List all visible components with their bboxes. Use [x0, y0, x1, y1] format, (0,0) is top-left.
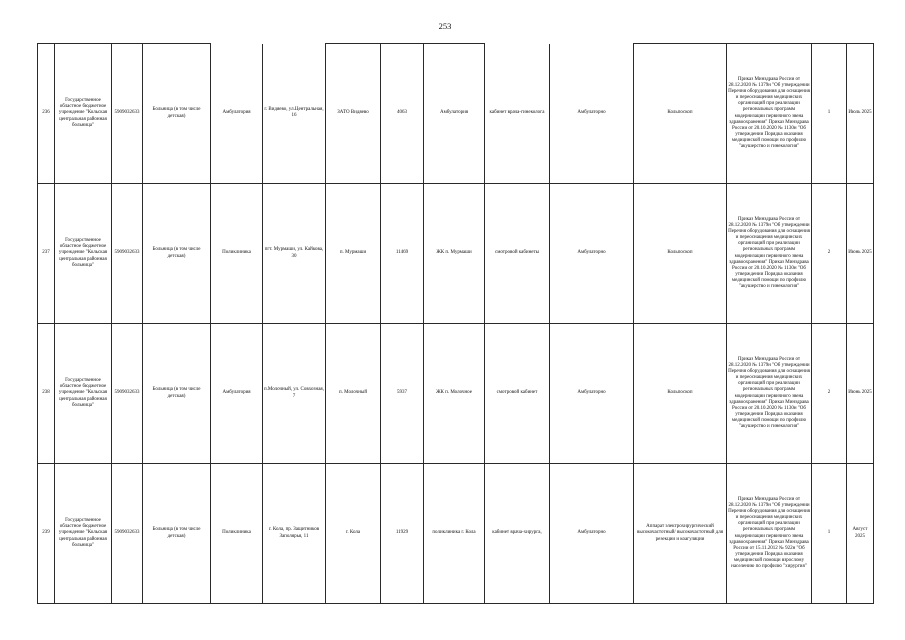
unit-type: Амбулатория: [211, 44, 263, 184]
care-type: Амбулаторно: [550, 464, 634, 604]
address: пгт. Мурмаши, ул. Кайкова, 30: [263, 184, 326, 324]
table-row: [38, 184, 874, 324]
address: г. Видяево, ул.Центральная, 16: [263, 44, 326, 184]
normative-act: Приказ Минздрава России от 28.12.2020 № 1379н "Об утверждении Перечня оборудования для оснащения и переоснащения медицинских организаций при реализации региональных программ модернизации первичного звена здравоохранения" Приказ Минздрава России от 20.10.2020 № 1130н "Об утверждении Порядка оказания медицинской помощи по профилю "акушерство и гинекология": [727, 184, 812, 324]
row-number: 239: [38, 464, 55, 604]
room: смотровой кабинет: [485, 324, 550, 464]
facility-type: Больница (в том числе детская): [143, 184, 211, 324]
table-row: [38, 324, 874, 464]
room: кабинет врача-хирурга,: [485, 464, 550, 604]
row-number: 238: [38, 324, 55, 464]
facility-type: Больница (в том числе детская): [143, 324, 211, 464]
location: Амбулатория: [424, 44, 485, 184]
table-row: [38, 464, 874, 604]
row-number: 237: [38, 184, 55, 324]
unit-type: Амбулатория: [211, 324, 263, 464]
unit-type: Поликлиника: [211, 184, 263, 324]
municipality: п. Молочный: [326, 324, 381, 464]
unit-type: Поликлиника: [211, 464, 263, 604]
equipment-name: Кольпоскоп: [634, 324, 727, 464]
quantity: 2: [812, 184, 847, 324]
facility-type: Больница (в том числе детская): [143, 44, 211, 184]
care-type: Амбулаторно: [550, 44, 634, 184]
delivery-date: Август 2025: [847, 464, 874, 604]
inn-code: 5909032633: [112, 44, 143, 184]
table-row: [38, 44, 874, 184]
population: 11929: [381, 464, 424, 604]
normative-act: Приказ Минздрава России от 28.12.2020 № 1379н "Об утверждении Перечня оборудования для оснащения и переоснащения медицинских организаций при реализации региональных программ модернизации первичного звена здравоохранения" Приказ Минздрава России от 15.11.2012 № 922н "Об утверждении Порядка оказания медицинской помощи взрослому населению по профилю "хирургия": [727, 464, 812, 604]
organization-name: Государственное областное бюджетное учреждение "Кольская центральная районная больница": [55, 464, 112, 604]
equipment-name: Кольпоскоп: [634, 184, 727, 324]
municipality: п. Мурмаши: [326, 184, 381, 324]
address: п.Молочный, ул. Совхозная, 7: [263, 324, 326, 464]
room: смотровой кабинеты: [485, 184, 550, 324]
equipment-name: Аппарат электрохирургический высокочастотный/ высокочастотный для резекции и коагуляции: [634, 464, 727, 604]
municipality: ЗАТО Видяево: [326, 44, 381, 184]
care-type: Амбулаторно: [550, 184, 634, 324]
address: г. Кола, пр. Защитников Заполярья, 11: [263, 464, 326, 604]
page-number: 253: [438, 21, 452, 31]
quantity: 1: [812, 464, 847, 604]
delivery-date: Июль 2025: [847, 44, 874, 184]
inn-code: 5909032633: [112, 184, 143, 324]
quantity: 2: [812, 324, 847, 464]
location: поликлиника г. Кола: [424, 464, 485, 604]
facility-type: Больница (в том числе детская): [143, 464, 211, 604]
normative-act: Приказ Минздрава России от 28.12.2020 № 1379н "Об утверждении Перечня оборудования для оснащения и переоснащения медицинских организаций при реализации региональных программ модернизации первичного звена здравоохранения" Приказ Минздрава России от 20.10.2020 № 1130н "Об утверждении Порядка оказания медицинской помощи по профилю "акушерство и гинекология": [727, 44, 812, 184]
municipality: г. Кола: [326, 464, 381, 604]
organization-name: Государственное областное бюджетное учреждение "Кольская центральная районная больница": [55, 44, 112, 184]
location: ЖК п. Мурмаши: [424, 184, 485, 324]
location: ЖК п. Молочное: [424, 324, 485, 464]
normative-act: Приказ Минздрава России от 28.12.2020 № 1379н "Об утверждении Перечня оборудования для оснащения и переоснащения медицинских организаций при реализации региональных программ модернизации первичного звена здравоохранения" Приказ Минздрава России от 20.10.2020 № 1130н "Об утверждении Порядка оказания медицинской помощи по профилю "акушерство и гинекология": [727, 324, 812, 464]
equipment-name: Кольпоскоп: [634, 44, 727, 184]
inn-code: 5909032633: [112, 324, 143, 464]
quantity: 1: [812, 44, 847, 184]
organization-name: Государственное областное бюджетное учреждение "Кольская центральная районная больница": [55, 184, 112, 324]
delivery-date: Июнь 2025: [847, 324, 874, 464]
population: 4063: [381, 44, 424, 184]
population: 5937: [381, 324, 424, 464]
delivery-date: Июнь 2025: [847, 184, 874, 324]
equipment-table: [37, 43, 874, 604]
population: 11469: [381, 184, 424, 324]
inn-code: 5909032633: [112, 464, 143, 604]
row-number: 236: [38, 44, 55, 184]
organization-name: Государственное областное бюджетное учреждение "Кольская центральная районная больница": [55, 324, 112, 464]
care-type: Амбулаторно: [550, 324, 634, 464]
room: кабинет врача-гинеколога: [485, 44, 550, 184]
